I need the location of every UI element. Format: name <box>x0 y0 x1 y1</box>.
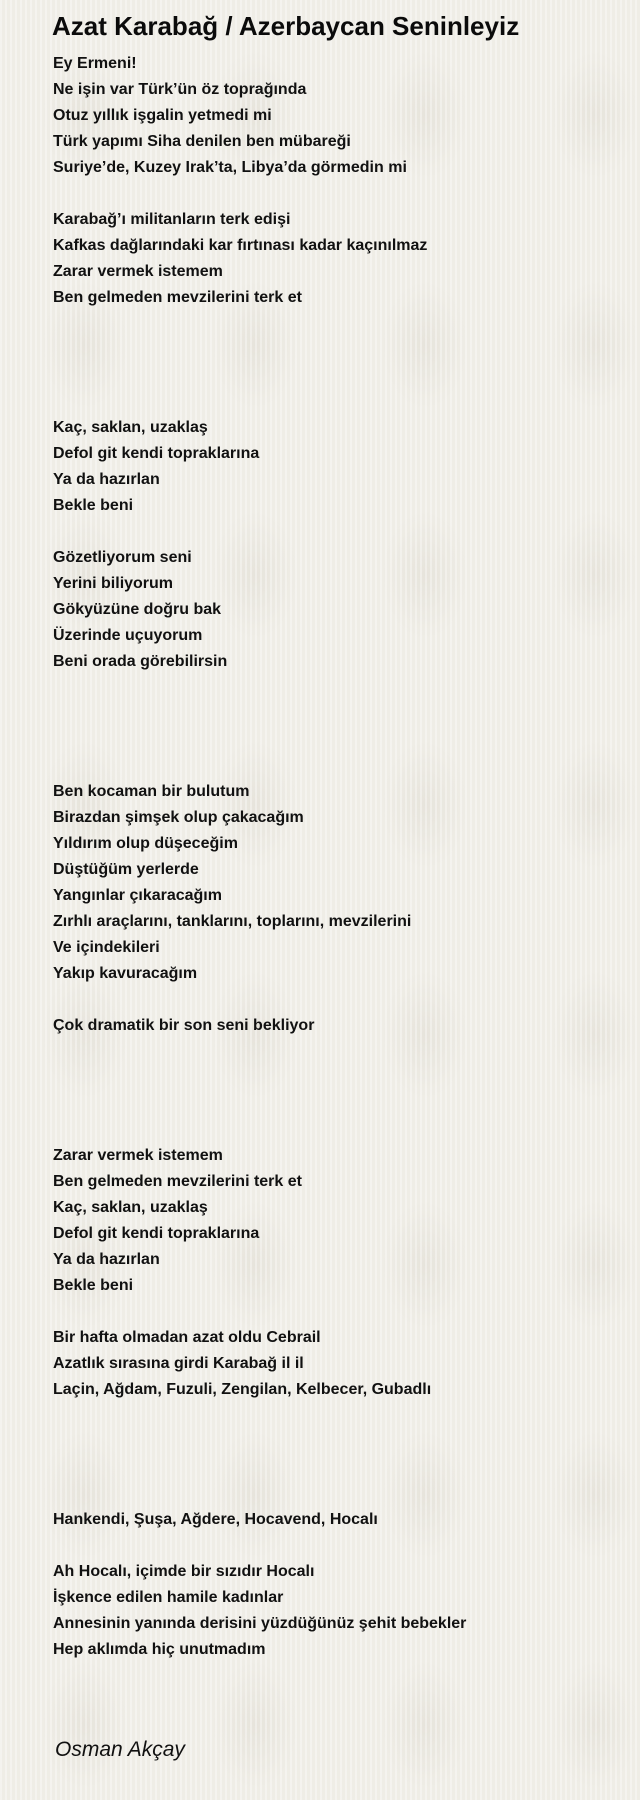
poem-line: Ben gelmeden mevzilerini terk et <box>53 289 302 306</box>
poem-line: İşkence edilen hamile kadınlar <box>53 1589 284 1606</box>
poem-line: Kafkas dağlarındaki kar fırtınası kadar kaçınılmaz <box>53 237 428 254</box>
poem-line: Bir hafta olmadan azat oldu Cebrail <box>53 1329 321 1346</box>
stanza-gap <box>53 1299 613 1325</box>
poem-line: Defol git kendi topraklarına <box>53 1225 260 1242</box>
stanza-4 <box>53 545 613 675</box>
poem-line: Bekle beni <box>53 1277 134 1294</box>
poem-line: Zarar vermek istemem <box>53 1147 223 1164</box>
poem-title: Azat Karabağ / Azerbaycan Seninleyiz <box>52 11 520 41</box>
poem-line: Yangınlar çıkaracağım <box>53 887 222 904</box>
poem-line: Ey Ermeni! <box>53 55 137 72</box>
stanza-10 <box>53 1559 613 1663</box>
stanza-2 <box>53 207 613 311</box>
poem-line: Laçin, Ağdam, Fuzuli, Zengilan, Kelbecer, Gubadlı <box>53 1381 432 1398</box>
poem-line: Karabağ’ı militanların terk edişi <box>53 211 291 228</box>
poem-line: Çok dramatik bir son seni bekliyor <box>53 1017 315 1034</box>
poem-line: Gökyüzüne doğru bak <box>53 601 222 618</box>
poem-line: Gözetliyorum seni <box>53 549 192 566</box>
section-gap <box>53 311 613 415</box>
stanza-1 <box>53 51 613 181</box>
poem-line: Ben gelmeden mevzilerini terk et <box>53 1173 302 1190</box>
poem-author: Osman Akçay <box>55 1738 185 1761</box>
poem-line: Düştüğüm yerlerde <box>53 861 199 878</box>
poem-line: Birazdan şimşek olup çakacağım <box>53 809 304 826</box>
stanza-gap <box>53 181 613 207</box>
stanza-3 <box>53 415 613 519</box>
poem-line: Kaç, saklan, uzaklaş <box>53 419 208 436</box>
stanza-9 <box>53 1507 613 1533</box>
poem-line: Yerini biliyorum <box>53 575 174 592</box>
poem-line: Türk yapımı Siha denilen ben mübareği <box>53 133 351 150</box>
poem-line: Zarar vermek istemem <box>53 263 223 280</box>
section-gap <box>53 1403 613 1507</box>
poem-line: Hep aklımda hiç unutmadım <box>53 1641 266 1658</box>
poem-line: Hankendi, Şuşa, Ağdere, Hocavend, Hocalı <box>53 1511 378 1528</box>
poem-line: Yıldırım olup düşeceğim <box>53 835 238 852</box>
stanza-gap <box>53 1533 613 1559</box>
poem-line: Azatlık sırasına girdi Karabağ il il <box>53 1355 304 1372</box>
section-gap <box>53 675 613 779</box>
stanza-gap <box>53 519 613 545</box>
poem-line: Ne işin var Türk’ün öz toprağında <box>53 81 307 98</box>
poem-line: Bekle beni <box>53 497 134 514</box>
stanza-gap <box>53 987 613 1013</box>
poem-line: Kaç, saklan, uzaklaş <box>53 1199 208 1216</box>
section-gap <box>53 1039 613 1143</box>
poem-line: Zırhlı araçlarını, tanklarını, toplarını, mevzilerini <box>53 913 412 930</box>
poem-line: Ben kocaman bir bulutum <box>53 783 250 800</box>
poem-line: Otuz yıllık işgalin yetmedi mi <box>53 107 272 124</box>
poem-line: Defol git kendi topraklarına <box>53 445 260 462</box>
poem-line: Ya da hazırlan <box>53 1251 160 1268</box>
poem-line: Yakıp kavuracağım <box>53 965 198 982</box>
poem-line: Ah Hocalı, içimde bir sızıdır Hocalı <box>53 1563 315 1580</box>
stanza-8 <box>53 1325 613 1403</box>
stanza-5 <box>53 779 613 987</box>
poem-line: Annesinin yanında derisini yüzdüğünüz şehit bebekler <box>53 1615 467 1632</box>
poem-body <box>53 51 613 1663</box>
stanza-7 <box>53 1143 613 1299</box>
stanza-6 <box>53 1013 613 1039</box>
poem-line: Suriye’de, Kuzey Irak’ta, Libya’da görmedin mi <box>53 159 407 176</box>
poem-line: Ya da hazırlan <box>53 471 160 488</box>
poem-line: Ve içindekileri <box>53 939 160 956</box>
poem-line: Üzerinde uçuyorum <box>53 627 203 644</box>
poem-line: Beni orada görebilirsin <box>53 653 228 670</box>
